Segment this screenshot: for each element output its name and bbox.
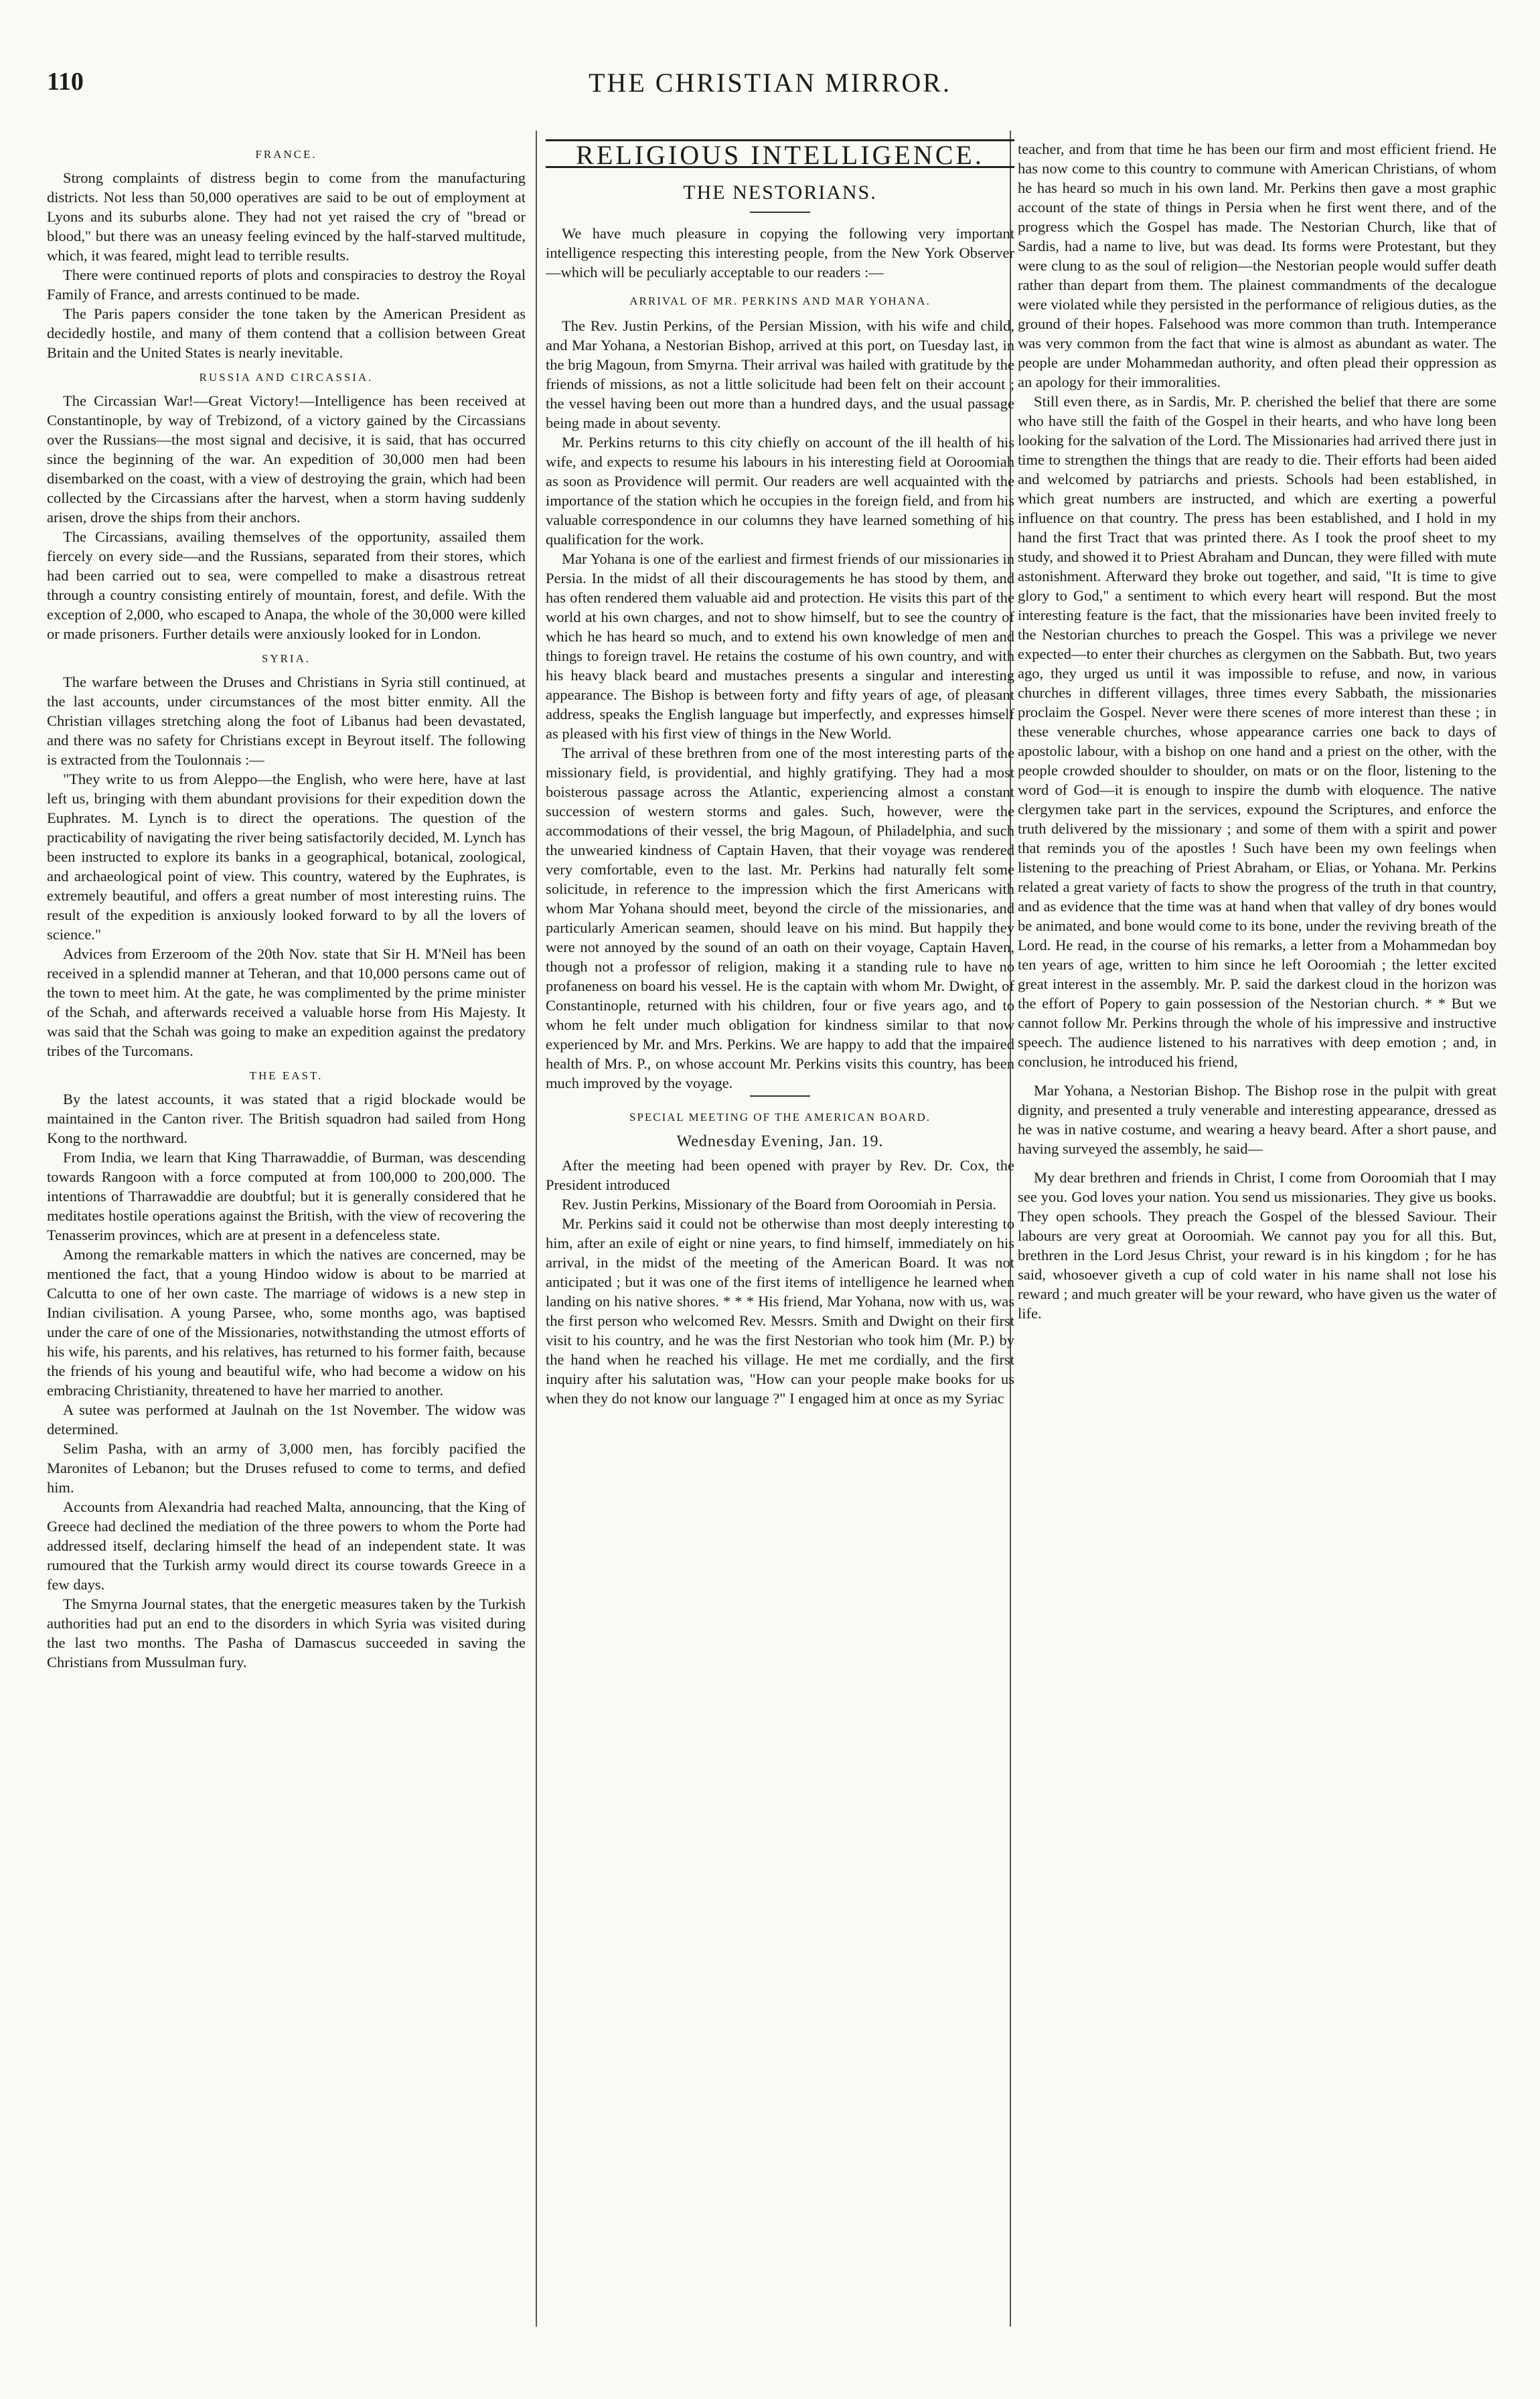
section-banner: RELIGIOUS INTELLIGENCE. [546,139,1014,168]
column-religious-intelligence [546,139,1014,2282]
paragraph: From India, we learn that King Tharrawaddie, of Burman, was descending towards Rangoon with a force computed at from 100,000 to 200,000. The intentions of Tharrawaddie are doubtful; but it is generally considered that he meditates hostile operations against the British, with the view of recovering the Tenasserim provinces, which are at present in a defenceless state. [47,1149,526,1243]
paragraph: "They write to us from Aleppo—the English, who were here, have at last left us, bringing with them abundant provisions for their expedition down the Euphrates. M. Lynch is to direct the operations. The question of the practicability of navigating the river being satisfactorily decided, M. Lynch has been instructed to explore its banks in a geographical, botanical, zoological, and archaeological point of view. This country, watered by the Euphrates, is extremely beautiful, and offers a great number of most interesting ruins. The result of the expedition is anxiously looked forward to by all the lovers of science." [47,771,526,943]
page-header [40,67,1500,114]
paragraph: Accounts from Alexandria had reached Malta, announcing, that the King of Greece had declined the mediation of the three powers to whom the Porte had addressed itself, declaring himself the head of an independent state. It was rumoured that the Turkish army would direct its course towards Greece in a few days. [47,1498,526,1593]
paragraph: Advices from Erzeroom of the 20th Nov. state that Sir H. M'Neil has been received in a splendid manner at Teheran, and that 10,000 persons came out of the town to meet him. At the gate, he was complimented by the prime minister of the Schah, and afterwards received a valuable horse from His Majesty. It was said that the Schah was going to make an expedition against the predatory tribes of the Turcomans. [47,945,526,1059]
divider [750,1095,810,1097]
column-foreign-news [47,139,526,2282]
column-continued [1018,139,1496,2282]
dateline: Wednesday Evening, Jan. 19. [676,1133,884,1150]
paragraph: There were continued reports of plots and conspiracies to destroy the Royal Family of France, and arrests continued to be made. [47,266,526,303]
paragraph: The Rev. Justin Perkins, of the Persian Mission, with his wife and child, and Mar Yohana, a Nestorian Bishop, arrived at this port, on Tuesday last, in the brig Magoun, from Smyrna. Their arrival was hailed with gratitude by the friends of missions, as not a little solicitude had been felt on their account ; the vessel having been out more than a hundred days, and the usual passage being made in about seventy. [546,317,1014,431]
sub-head-meeting: SPECIAL MEETING OF THE AMERICAN BOARD. [629,1111,931,1124]
paragraph: Mar Yohana is one of the earliest and firmest friends of our missionaries in Persia. In the midst of all their discouragements he has stood by them, and has often rendered them valuable aid and protection. He visits this part of the world at his own charges, and not to show himself, but to see the country of which he has heard so much, and to extend his own knowledge of men and things to foreign travel. He retains the costume of his own country, and with his heavy black beard and mustaches presents a singular and interesting appearance. The Bishop is between forty and fifty years of age, of pleasant address, speaks the English language but imperfectly, and expresses himself as pleased with his first view of things in the New World. [546,550,1014,742]
paragraph: Mar Yohana, a Nestorian Bishop. The Bishop rose in the pulpit with great dignity, and presented a truly venerable and interesting appearance, dressed as he was in native costume, and wearing a heavy beard. After a short pause, and having surveyed the assembly, he said— [1018,1082,1496,1157]
paragraph: Rev. Justin Perkins, Missionary of the Board from Ooroomiah in Persia. [562,1196,997,1213]
paragraph: The Circassians, availing themselves of the opportunity, assailed them fiercely on every side—and the Russians, separated from their stores, which had been carried out to sea, were compelled to make a disastrous retreat through a country consisting entirely of mountain, forest, and defile. With the exception of 2,000, who escaped to Anapa, the whole of the 30,000 were killed or made prisoners. Further details were anxiously looked for in London. [47,528,526,642]
paragraph: The Smyrna Journal states, that the energetic measures taken by the Turkish authorities had put an end to the disorders in which Syria was visited during the last two months. The Pasha of Damascus succeeded in saving the Christians from Mussulman fury. [47,1596,526,1671]
paragraph: Selim Pasha, with an army of 3,000 men, has forcibly pacified the Maronites of Lebanon; but the Druses refused to come to terms, and defied him. [47,1440,526,1496]
sub-head-arrival: ARRIVAL OF MR. PERKINS AND MAR YOHANA. [629,295,931,307]
paragraph: The Circassian War!—Great Victory!—Intelligence has been received at Constantinople, by way of Trebizond, of a victory gained by the Circassians over the Russians—the most signal and decisive, it is said, that has occurred since the beginning of the war. An expedition of 30,000 men had been disembarked on the coast, with a view of destroying the grain, which had been collected by the Circassians after the harvest, when a storm having suddenly arisen, drove the ships from their anchors. [47,392,526,526]
paragraph: The Paris papers consider the tone taken by the American President as decidedly hostile, and many of them contend that a collision between Great Britain and the United States is nearly inevitable. [47,305,526,361]
paragraph: Still even there, as in Sardis, Mr. P. cherished the belief that there are some who have still the faith of the Gospel in their hearts, and who have long been looking for the salvation of the Lord. The Missionaries had arrived there just in time to strengthen the things that are ready to die. Their efforts had been aided and welcomed by patriarchs and priests. Schools had been established, in which great numbers are instructed, and which are exerting a powerful influence on that country. The press has been established, and I hold in my hand the first Tract that was printed there. As I took the proof sheet to my study, and showed it to Priest Abraham and Duncan, they were filled with mute astonishment. Afterward they broke out together, and said, "It is time to give glory to God," a sentiment to which every heart will respond. But the most interesting feature is the fact, that the missionaries have been invited freely to the Nestorian churches to preach the Gospel. This was a privilege we never expected—to enter their churches as clergymen on the Sabbath. But, two years ago, they urged us until it was impossible to refuse, and now, in various churches in different villages, three times every Sabbath, the missionaries proclaim the Gospel. Never were there scenes of more interest than these ; in these venerable churches, whose appearance carries one back to days of apostolic labour, with a bishop on one hand and a priest on the other, with the people crowded shoulder to shoulder, on mats or on the floor, listening to the word of God—it is enough to inspire the dumb with eloquence. The native clergymen take part in the services, expound the Scriptures, and enforce the truth delivered by the missionary ; and some of them with a spirit and power that reminds you of the apostles ! Such have been my own feelings when listening to the preaching of Priest Abraham, or Elias, or Yohana. Mr. Perkins related a great variety of facts to show the progress of the truth in that country, and as evidence that the time was at hand when that valley of dry bones would be animated, and bone would come to its bone, under the reviving breath of the Lord. He read, in the course of his remarks, a letter from a Mohammedan boy ten years of age, written to him since he left Ooroomiah ; the letter excited great interest in the assembly. Mr. P. said the darkest cloud in the horizon was the effort of Popery to gain possession of the Nestorian church. * * But we cannot follow Mr. Perkins through the whole of his impressive and instructive speech. The audience listened to his narratives with deep emotion ; and, in conclusion, he introduced his friend, [1018,393,1496,1070]
newspaper-title: THE CHRISTIAN MIRROR. [589,68,951,98]
section-head-syria: SYRIA. [261,652,311,665]
divider [750,212,810,213]
paragraph: Mr. Perkins returns to this city chiefly on account of the ill health of his wife, and expects to resume his labours in his interesting field at Ooroomiah as soon as Providence will permit. Our readers are well acquainted with the importance of the station which he occupies in the foreign field, and from his valuable correspondence in our columns they have learned something of his qualification for the work. [546,434,1014,548]
paragraph: The arrival of these brethren from one of the most interesting parts of the missionary field, is providential, and highly gratifying. They had a most boisterous passage across the Atlantic, experiencing almost a constant succession of western storms and gales. Such, however, were the accommodations of their vessel, the brig Magoun, of Philadelphia, and such the unwearied kindness of Captain Haven, that their voyage was rendered very comfortable, even to the last. Mr. Perkins had naturally felt some solicitude, in reference to the impression which the first Americans with whom Mar Yohana should meet, beyond the circle of the missionaries, and particularly American seamen, should leave on his mind. But happily they were not annoyed by the sound of an oath on their voyage, Captain Haven, though not a professor of religion, making it a standing rule to have no profaneness on board his vessel. He is the captain with whom Mr. Dwight, of Constantinople, returned with his children, four or five years ago, and to whom he felt under much obligation for kindness similar to that now experienced by Mr. and Mrs. Perkins. We are happy to add that the impaired health of Mrs. P., on whose account Mr. Perkins visits this country, has been much improved by the voyage. [546,745,1014,1091]
article-title: THE NESTORIANS. [683,181,877,204]
paragraph: By the latest accounts, it was stated that a rigid blockade would be maintained in the Canton river. The British squadron had sailed from Hong Kong to the northward. [47,1091,526,1146]
paragraph: Strong complaints of distress begin to come from the manufacturing districts. Not less than 50,000 operatives are said to be out of employment at Lyons and its suburbs alone. They had not yet raised the cry of "bread or blood," but there was an uneasy feeling evinced by the half-starved multitude, which, it was feared, might lead to terrible results. [47,169,526,264]
section-head-east: THE EAST. [249,1069,323,1082]
paragraph: teacher, and from that time he has been our firm and most efficient friend. He has now come to this country to commune with American Christians, of whom he has heard so much in his own land. Mr. Perkins then gave a most graphic account of the state of things in Persia when he first went there, and of the progress which the Gospel has made. The Nestorian Church, like that of Sardis, had a name to live, but was dead. Its forms were Protestant, but they were clung to as the soul of religion—the Nestorian people would suffer death rather than depart from them. The plainest commandments of the decalogue were violated while they persisted in the performance of religious duties, as the ground of their hopes. Falsehood was more common than truth. Intemperance was very common from the fact that wine is almost as abundant as water. The people are under Mohammedan authority, and often plead their oppression as an apology for their immoralities. [1018,141,1496,390]
paragraph: The warfare between the Druses and Christians in Syria still continued, at the last accounts, under circumstances of the most bitter enmity. All the Christian villages stretching along the foot of Libanus had been devastated, and there was no safety for Christians except in Beyrout itself. The following is extracted from the Toulonnais :— [47,674,526,768]
paragraph: After the meeting had been opened with prayer by Rev. Dr. Cox, the President introduced [546,1157,1014,1193]
section-head-russia: RUSSIA AND CIRCASSIA. [199,371,374,384]
paragraph: Mr. Perkins said it could not be otherwise than most deeply interesting to him, after an exile of eight or nine years, to find himself, immediately on his arrival, in the midst of the meeting of the American Board. It was not anticipated ; but it was one of the first items of intelligence he learned when landing on his native shores. * * * His friend, Mar Yohana, now with us, was the first person who welcomed Rev. Messrs. Smith and Dwight on their first visit to his country, and he was the first Nestorian who took him (Mr. P.) by the hand when he reached his village. He met me cordially, and the first inquiry after his salutation was, "How can your people make books for us when they do not know our language ?" I engaged him at once as my Syriac [546,1215,1014,1407]
page-number: 110 [47,68,84,96]
column-rule-left [536,131,537,2327]
paragraph: My dear brethren and friends in Christ, I come from Ooroomiah that I may see you. God loves your nation. You send us missionaries. They give us books. They open schools. They preach the Gospel of the blessed Saviour. Their labours are very great at Ooroomiah. We cannot pay you for all this. But, brethren in the Lord Jesus Christ, your reward is in his kingdom ; for he has said, whosoever giveth a cup of cold water in his name shall not lose his reward ; and much greater will be your reward, who have given us the water of life. [1018,1169,1496,1322]
paragraph: A sutee was performed at Jaulnah on the 1st November. The widow was determined. [47,1401,526,1438]
paragraph: Among the remarkable matters in which the natives are concerned, may be mentioned the fact, that a young Hindoo widow is about to be married at Calcutta to one of her own caste. The marriage of widows is a new step in Indian civilisation. A young Parsee, who, some months ago, was baptised under the care of one of the Missionaries, notwithstanding the utmost efforts of his wife, his parents, and his relatives, has returned to his former faith, because the friends of his young and beautiful wife, who had become a widow on his embracing Christianity, threatened to have her married to another. [47,1246,526,1399]
paragraph: We have much pleasure in copying the following very important intelligence respecting this interesting people, from the New York Observer—which will be peculiarly acceptable to our readers :— [546,225,1014,281]
section-head-france: FRANCE. [255,148,317,161]
